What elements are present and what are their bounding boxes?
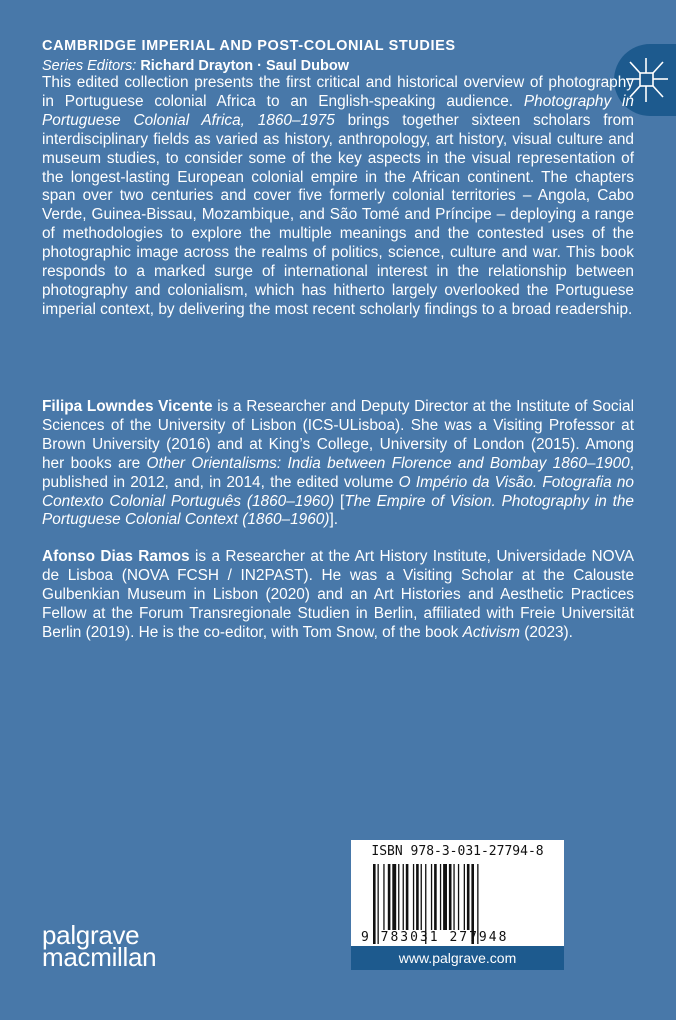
publisher-logo bbox=[42, 920, 157, 972]
series-editors bbox=[42, 58, 349, 74]
barcode-bar bbox=[443, 864, 447, 930]
bio-text: is a Researcher and Deputy Director at the Institute of Social Sciences of the University of Lisbon (ICS-ULisboa). She was a Visiting Professor at Brown University (2016) and at King’s College, University of London (2015). Among her books are bbox=[42, 398, 635, 472]
publisher-line2: macmillan bbox=[42, 942, 157, 972]
barcode-bar bbox=[388, 864, 391, 930]
barcode-bar bbox=[467, 864, 470, 930]
description-text: brings together sixteen scholars from interdisciplinary fields as varied as history, anthropology, art history, visual culture and museum studies, to consider some of the key aspects in the visual representation of the longest-lasting European colonial empire in the African continent. The chapters span over two centuries and cover five formerly colonial territories – Angola, Cabo Verde, Guinea-Bissau, Mozambique, and São Tomé and Príncipe – deploying a range of methodologies to explore the multiple meanings and the contested uses of the photographic image across the realms of politics, science, culture and war. This book responds to a marked surge of international interest in the relationship between photography and colonialism, which has hitherto largely overlooked the Portuguese imperial context, by delivering the most recent scholarly findings to a broad readership. bbox=[42, 111, 634, 318]
author-bio-ramos bbox=[42, 548, 634, 643]
barcode-bar bbox=[403, 864, 404, 930]
author-name: Afonso Dias Ramos bbox=[42, 548, 190, 565]
barcode-bar bbox=[449, 864, 452, 930]
editors-label: Series Editors: bbox=[42, 58, 137, 74]
bio-text: , published in 2012, and, in 2014, the edited volume bbox=[42, 454, 634, 491]
barcode-bar bbox=[458, 864, 459, 930]
barcode-bar bbox=[464, 864, 465, 930]
barcode-bar bbox=[431, 864, 432, 930]
author-bio-vicente bbox=[42, 398, 634, 530]
bio-text: is a Researcher at the Art History Institute, Universidade NOVA de Lisboa (NOVA FCSH / IN2PAST). He was a Visiting Scholar at the Calouste Gulbenkian Museum in Lisbon (2020) and an Art Histories and Aesthetic Practices Fellow at the Forum Transregionale Studien in Berlin, affiliated with Freie Universität Berlin (2019). He is the co-editor, with Tom Snow, of the book bbox=[42, 548, 634, 641]
barcode-bar bbox=[421, 864, 422, 930]
book-description bbox=[42, 74, 634, 320]
book-title: Activism bbox=[462, 623, 520, 641]
barcode-bar bbox=[453, 864, 454, 930]
book-title: Other Orientalisms: India between Florence and Bombay 1860–1900 bbox=[146, 454, 630, 472]
publisher-url: www.palgrave.com bbox=[351, 946, 564, 970]
barcode-bar bbox=[398, 864, 399, 930]
barcode-bar bbox=[413, 864, 414, 930]
book-title: The Empire of Vision. Photography in the Portuguese Colonial Context (1860–1960) bbox=[42, 492, 634, 529]
barcode-bar bbox=[406, 864, 409, 930]
barcode-bar bbox=[383, 864, 384, 930]
barcode-bar bbox=[392, 864, 396, 930]
bio-text: [ bbox=[334, 492, 345, 510]
barcode-digits: 9 783031 277948 bbox=[361, 930, 509, 945]
description-text: This edited collection presents the first critical and historical overview of photography in Portuguese colonial Africa to an English-speaking audience. bbox=[42, 74, 634, 110]
bio-text: ]. bbox=[329, 511, 339, 529]
editors-names: Richard Drayton · Saul Dubow bbox=[140, 58, 349, 74]
isbn-text: ISBN 978-3-031-27794-8 bbox=[371, 844, 544, 859]
barcode-bar bbox=[440, 864, 441, 930]
book-title: O Império da Visão. Fotografia no Contexto Colonial Português (1860–1960) bbox=[42, 473, 634, 510]
publisher-line1: palgrave bbox=[42, 920, 140, 950]
book-title: Photography in Portuguese Colonial Africa, 1860–1975 bbox=[42, 92, 634, 129]
barcode-bar bbox=[434, 864, 437, 930]
barcode-bar bbox=[416, 864, 419, 930]
series-title: CAMBRIDGE IMPERIAL AND POST-COLONIAL STUDIES bbox=[42, 38, 456, 54]
author-name: Filipa Lowndes Vicente bbox=[42, 398, 213, 415]
bio-text: (2023). bbox=[519, 623, 573, 641]
